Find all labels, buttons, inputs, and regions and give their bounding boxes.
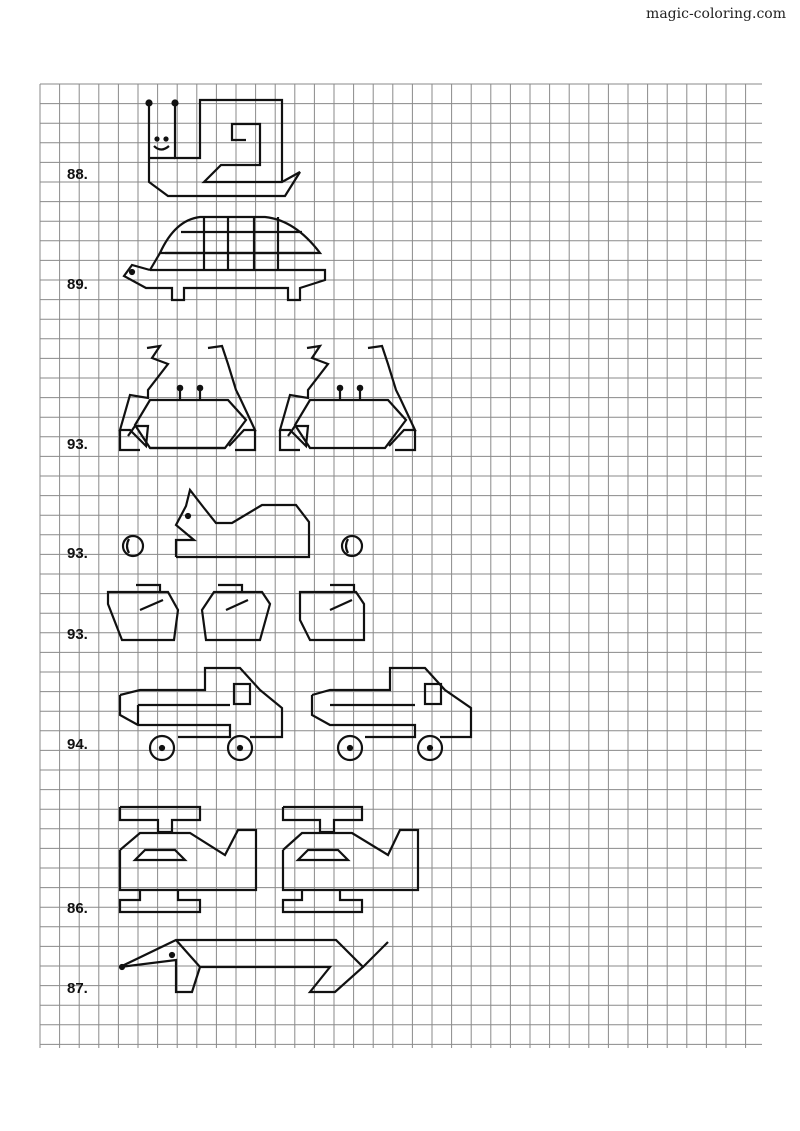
airplane-drawing-right (283, 807, 418, 912)
truck-drawing-right (312, 668, 471, 760)
exercise-label: 93. (67, 626, 88, 643)
exercise-label: 89. (67, 276, 88, 293)
exercise-label: 93. (67, 436, 88, 453)
truck-drawing-left (120, 668, 282, 760)
site-credit: magic-coloring.com (646, 6, 786, 22)
exercise-label: 87. (67, 980, 88, 997)
exercise-label: 86. (67, 900, 88, 917)
cat-drawing (123, 490, 362, 557)
exercise-label: 94. (67, 736, 88, 753)
exercise-label: 88. (67, 166, 88, 183)
exercise-label: 93. (67, 545, 88, 562)
grid-paper (40, 84, 762, 1048)
